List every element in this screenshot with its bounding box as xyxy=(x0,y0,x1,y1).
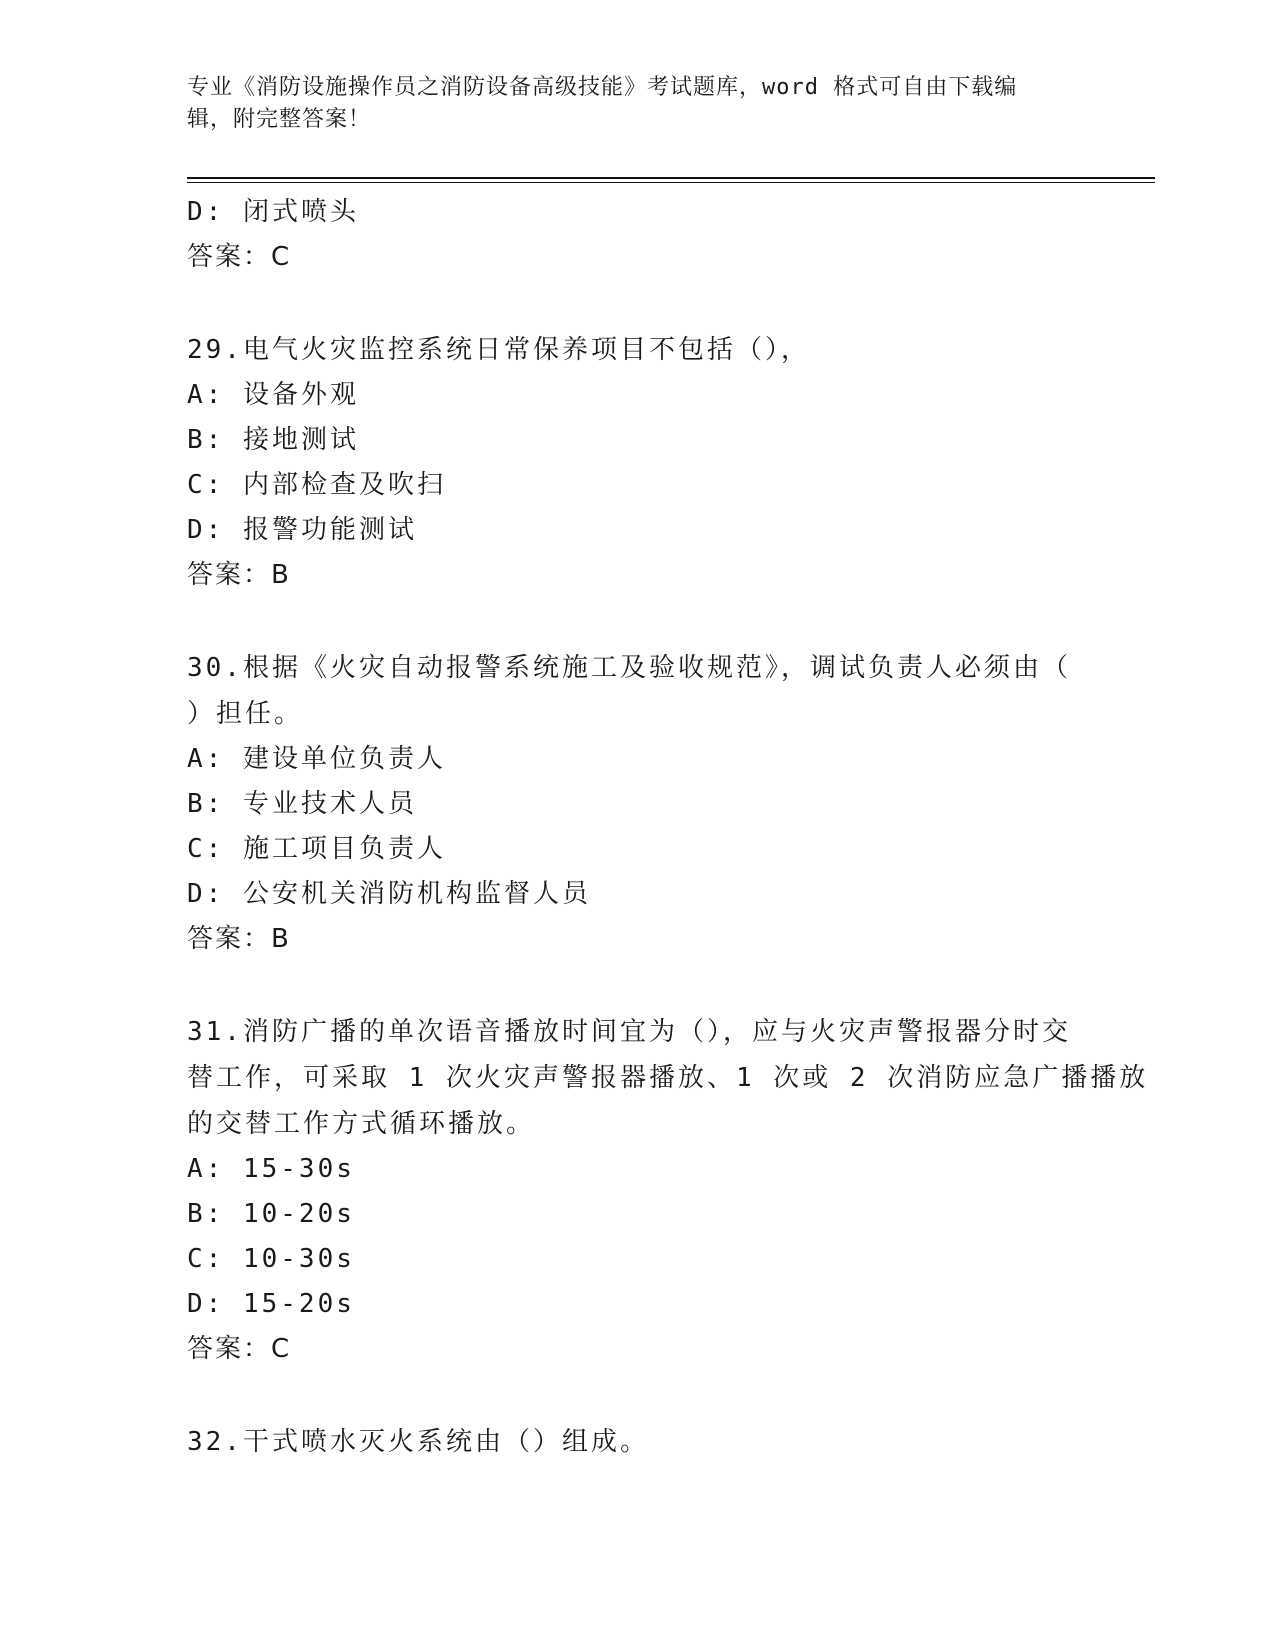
question-text: 30.根据《火灾自动报警系统施工及验收规范》，调试负责人必须由（ xyxy=(187,653,1071,683)
spacer xyxy=(187,962,1087,1009)
question-text: 31.消防广播的单次语音播放时间宜为（），应与火灾声警报器分时交 xyxy=(187,1017,1071,1047)
header-line-1: 专业《消防设施操作员之消防设备高级技能》考试题库，word 格式可自由下载编 xyxy=(187,75,1018,100)
question-32 xyxy=(187,1419,1087,1465)
prev-answer: 答案：C xyxy=(187,242,292,272)
question-31 xyxy=(187,1009,1149,1372)
prev-option-d: D: 闭式喷头 xyxy=(187,197,359,227)
option-d: D: 公安机关消防机构监督人员 xyxy=(187,879,591,909)
option-b: B: 接地测试 xyxy=(187,425,359,455)
option-a: A: 15-30s xyxy=(187,1154,355,1184)
document-header xyxy=(187,72,1067,136)
answer: 答案：B xyxy=(187,924,291,954)
option-a: A: 设备外观 xyxy=(187,380,359,410)
spacer xyxy=(187,598,1087,645)
option-d: D: 15-20s xyxy=(187,1289,355,1319)
option-b: B: 专业技术人员 xyxy=(187,789,417,819)
answer: 答案：C xyxy=(187,1334,292,1364)
option-a: A: 建设单位负责人 xyxy=(187,744,446,774)
spacer xyxy=(187,280,1087,327)
answer: 答案：B xyxy=(187,560,291,590)
option-c: C: 施工项目负责人 xyxy=(187,834,446,864)
question-text: 32.干式喷水灭火系统由（）组成。 xyxy=(187,1427,649,1457)
header-divider-thick xyxy=(187,177,1155,179)
option-d: D: 报警功能测试 xyxy=(187,515,417,545)
option-b: B: 10-20s xyxy=(187,1199,355,1229)
option-c: C: 内部检查及吹扫 xyxy=(187,470,446,500)
header-line-2: 辑，附完整答案！ xyxy=(187,107,372,132)
option-c: C: 10-30s xyxy=(187,1244,355,1274)
question-text-cont: ）担任。 xyxy=(187,699,304,729)
question-text-cont: 替工作，可采取 1 次火灾声警报器播放、1 次或 2 次消防应急广播播放 xyxy=(187,1063,1149,1093)
question-30 xyxy=(187,645,1087,962)
spacer xyxy=(187,1372,1087,1419)
question-text-cont: 的交替工作方式循环播放。 xyxy=(187,1109,536,1139)
question-text: 29.电气火灾监控系统日常保养项目不包括（）， xyxy=(187,335,810,365)
question-list xyxy=(187,190,1149,1465)
header-divider-thin xyxy=(187,182,1155,183)
question-29 xyxy=(187,327,1087,598)
